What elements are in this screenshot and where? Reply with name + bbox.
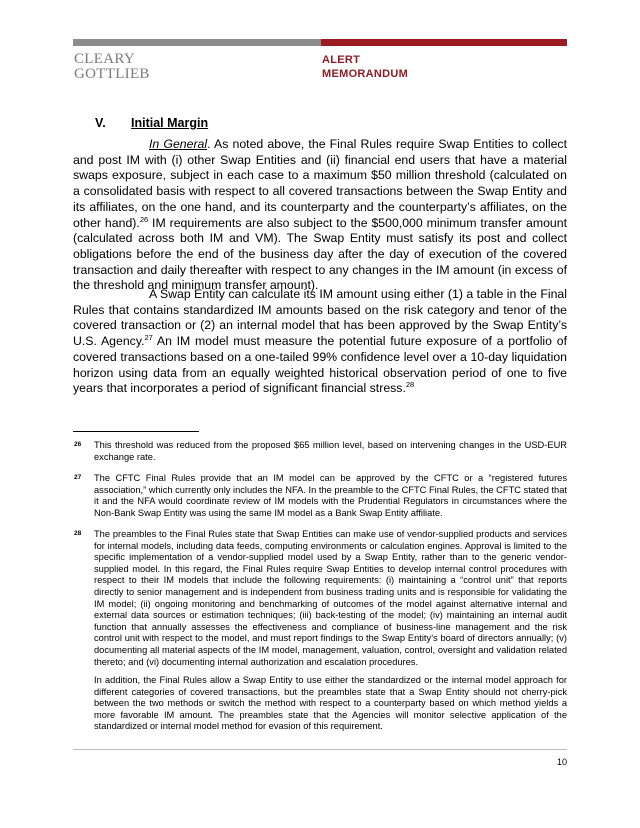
footnote-mark: 27 [74,474,82,481]
paragraph-text: A Swap Entity can calculate its IM amount using either (1) a table in the Final Rules that contains standardized IM amounts based on the risk category and tenor of the covered transaction or (2) an internal model that has been approved by the Swap Entity’s U.S. Agency. [73,287,567,349]
footnote-mark: 28 [74,530,82,537]
paragraph-lead: In General [149,137,208,151]
header-red-bar [321,39,567,46]
footnote-27 [73,473,567,519]
footnote-text: In addition, the Final Rules allow a Swap Entity to use either the standardized or the internal model approach for different categories of covered transactions, but the preambles state that a Swap Entity should not cherry-pick between the two methods or switch the method with respect to a counterparty based on which method yields a more favorable IM amount. The preambles state that the Agencies will monitor selective application of the standardized or internal model method for evasion of this requirement. [94,675,567,732]
alert-label: ALERT [322,54,361,66]
footnote-28-continued [73,675,567,733]
paragraph-text: An IM model must measure the potential future exposure of a portfolio of covered transactions based on a one-tailed 99% confidence level over a 10-day liquidation horizon using data from an equally weighted historical observation period of one to five years that incorporates a period of significant financial stress. [73,334,567,396]
logo-line-2: GOTTLIEB [74,66,150,82]
footnote-28 [73,529,567,668]
footnote-mark: 26 [74,441,82,448]
header-gray-bar [73,39,321,46]
section-number: V. [95,116,106,130]
paragraph-in-general [73,137,567,294]
footnote-26 [73,440,567,463]
footer-rule [73,749,567,750]
section-title: Initial Margin [131,116,209,130]
footnote-separator [73,431,199,432]
memorandum-label: MEMORANDUM [322,68,409,80]
footnote-ref-28[interactable]: 28 [405,380,415,390]
paragraph-im-calculation [73,287,567,397]
footnote-text: The preambles to the Final Rules state that Swap Entities can make use of vendor-supplied products and services for internal models, including data feeds, computing environments or calculation engines. Approval is limited to the specific implementation of a vendor-supplied model used by a Swap Entity, rather than to the generic vendor-supplied model. In this regard, the Final Rules require Swap Entities to develop internal control procedures with respect to their IM models that include the following requirements: (i) maintaining a “control unit” that reports directly to senior management and is independent from business trading units and is responsible for validating the IM model; (ii) ongoing monitoring and benchmarking of outcomes of the model against alternative internal and external data sources or estimation techniques; (iii) back-testing of the model; (iv) maintaining an internal audit function that annually assesses the effectiveness and compliance of business-line management and the risk control unit with respect to the model, and must report findings to the Swap Entity’s board of directors annually; (v) documenting all material aspects of the IM model, management, valuation, control, oversight and validation related thereto; and (vi) documenting internal authorization and escalation procedures. [94,529,567,667]
section-heading [95,116,208,130]
page-number: 10 [556,757,567,767]
footnote-ref-26[interactable]: 26 [139,214,149,224]
footnote-text: The CFTC Final Rules provide that an IM model can be approved by the CFTC or a “registered futures association,” which currently only includes the NFA. In the preamble to the CFTC Final Rules, the CFTC stated that it and the NFA would coordinate review of IM models with the Prudential Regulators in circumstances where the Non-Bank Swap Entity was using the same IM model as a Bank Swap Entity affiliate. [94,473,567,518]
paragraph-text: IM requirements are also subject to the $500,000 minimum transfer amount (calculated across both IM and VM). The Swap Entity must satisfy its post and collect obligations before the end of the business day after the day of execution of the covered transaction and daily thereafter with respect to any changes in the IM amount (in excess of the threshold and minimum transfer amount). [73,215,568,293]
footnote-ref-27[interactable]: 27 [144,333,153,343]
logo-line-1: CLEARY [74,51,135,67]
paragraph-text: . As noted above, the Final Rules require Swap Entities to collect and post IM with (i) other Swap Entities and (ii) financial end users that have a material swaps exposure, subject in each case to a maximum $50 million threshold (calculated on a consolidated basis with respect to all covered transactions between the Swap Entity and its affiliates, on the one hand, and its counterparty and the counterparty’s affiliates, on the other hand). [73,137,567,230]
footnote-text: This threshold was reduced from the proposed $65 million level, based on intervening changes in the USD-EUR exchange rate. [94,440,567,462]
cleary-gottlieb-logo [74,52,150,82]
alert-memorandum-label [322,53,408,81]
